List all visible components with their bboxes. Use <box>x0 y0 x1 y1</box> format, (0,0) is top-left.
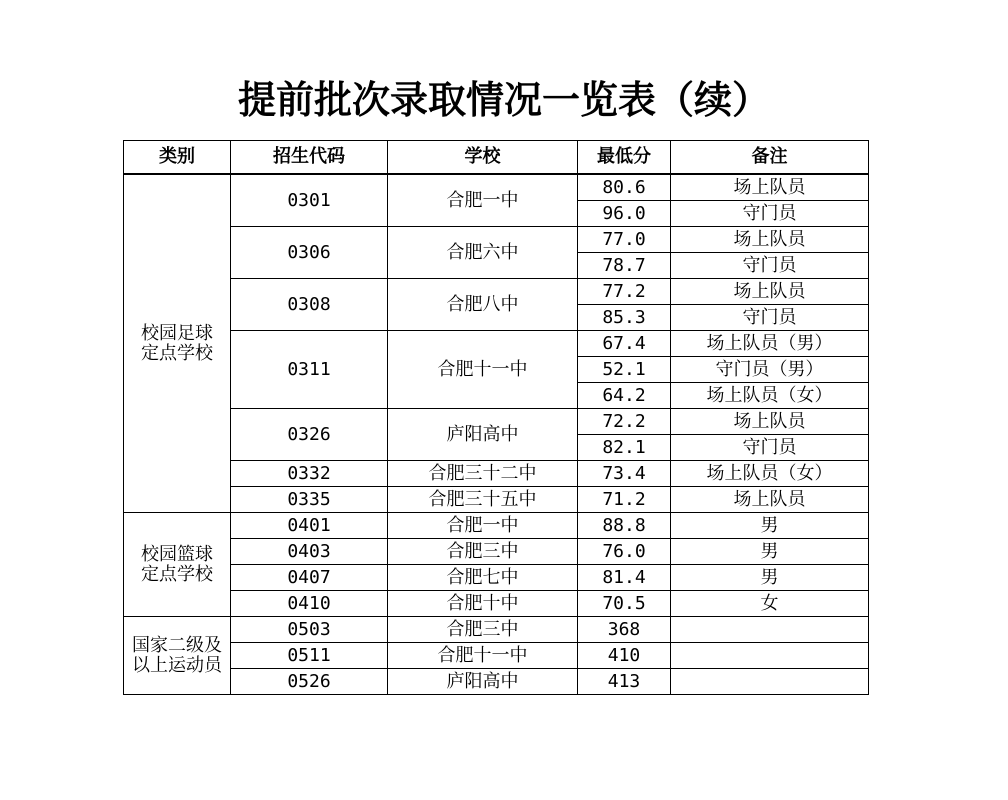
remark-cell: 守门员 <box>671 435 869 461</box>
min-score-cell: 72.2 <box>578 409 671 435</box>
table-row <box>124 487 869 513</box>
enrollment-code-cell: 0403 <box>231 539 388 565</box>
category-cell <box>124 513 231 617</box>
min-score-cell: 85.3 <box>578 305 671 331</box>
category-label-line1: 校园篮球 <box>141 543 213 565</box>
table-row <box>124 565 869 591</box>
category-label-line2: 定点学校 <box>141 563 213 585</box>
school-cell: 合肥三中 <box>388 539 578 565</box>
category-cell <box>124 174 231 513</box>
min-score-cell: 413 <box>578 669 671 695</box>
min-score-cell: 76.0 <box>578 539 671 565</box>
enrollment-code-cell: 0306 <box>231 227 388 279</box>
enrollment-code-cell: 0526 <box>231 669 388 695</box>
min-score-cell: 78.7 <box>578 253 671 279</box>
page-title: 提前批次录取情况一览表（续） <box>237 78 770 122</box>
table-body <box>124 174 869 695</box>
min-score-cell: 73.4 <box>578 461 671 487</box>
remark-cell: 男 <box>671 513 869 539</box>
min-score-cell: 77.0 <box>578 227 671 253</box>
header-school: 学校 <box>388 141 578 175</box>
remark-cell: 女 <box>671 591 869 617</box>
enrollment-code-cell: 0410 <box>231 591 388 617</box>
table-row <box>124 279 869 305</box>
min-score-cell: 67.4 <box>578 331 671 357</box>
school-cell: 合肥十中 <box>388 591 578 617</box>
school-cell: 合肥七中 <box>388 565 578 591</box>
remark-cell: 守门员（男） <box>671 357 869 383</box>
enrollment-code-cell: 0311 <box>231 331 388 409</box>
remark-cell: 场上队员（女） <box>671 461 869 487</box>
category-label-line1: 校园足球 <box>141 322 213 344</box>
enrollment-code-cell: 0301 <box>231 174 388 227</box>
school-cell: 合肥一中 <box>388 513 578 539</box>
min-score-cell: 82.1 <box>578 435 671 461</box>
table-row <box>124 461 869 487</box>
remark-cell: 男 <box>671 565 869 591</box>
table-row <box>124 227 869 253</box>
table-row <box>124 643 869 669</box>
min-score-cell: 71.2 <box>578 487 671 513</box>
admission-table <box>123 140 869 695</box>
min-score-cell: 368 <box>578 617 671 643</box>
enrollment-code-cell: 0407 <box>231 565 388 591</box>
header-category: 类别 <box>124 141 231 175</box>
table-row <box>124 617 869 643</box>
remark-cell: 场上队员 <box>671 227 869 253</box>
school-cell: 庐阳高中 <box>388 409 578 461</box>
remark-cell: 男 <box>671 539 869 565</box>
min-score-cell: 64.2 <box>578 383 671 409</box>
enrollment-code-cell: 0503 <box>231 617 388 643</box>
school-cell: 合肥六中 <box>388 227 578 279</box>
category-label-line2: 定点学校 <box>141 342 213 364</box>
table-row <box>124 591 869 617</box>
remark-cell: 场上队员 <box>671 487 869 513</box>
remark-cell <box>671 617 869 643</box>
category-cell <box>124 617 231 695</box>
min-score-cell: 410 <box>578 643 671 669</box>
min-score-cell: 80.6 <box>578 174 671 201</box>
min-score-cell: 81.4 <box>578 565 671 591</box>
category-label-line1: 国家二级及 <box>132 634 222 656</box>
enrollment-code-cell: 0511 <box>231 643 388 669</box>
remark-cell <box>671 669 869 695</box>
enrollment-code-cell: 0335 <box>231 487 388 513</box>
school-cell: 合肥三中 <box>388 617 578 643</box>
remark-cell: 场上队员 <box>671 279 869 305</box>
school-cell: 合肥十一中 <box>388 331 578 409</box>
remark-cell <box>671 643 869 669</box>
remark-cell: 场上队员 <box>671 409 869 435</box>
enrollment-code-cell: 0332 <box>231 461 388 487</box>
remark-cell: 场上队员（女） <box>671 383 869 409</box>
table-row <box>124 409 869 435</box>
remark-cell: 场上队员（男） <box>671 331 869 357</box>
remark-cell: 守门员 <box>671 201 869 227</box>
school-cell: 合肥三十二中 <box>388 461 578 487</box>
school-cell: 庐阳高中 <box>388 669 578 695</box>
school-cell: 合肥一中 <box>388 174 578 227</box>
table-row <box>124 513 869 539</box>
remark-cell: 守门员 <box>671 305 869 331</box>
table-row <box>124 539 869 565</box>
enrollment-code-cell: 0326 <box>231 409 388 461</box>
table-header-row <box>124 141 869 175</box>
header-code: 招生代码 <box>231 141 388 175</box>
school-cell: 合肥十一中 <box>388 643 578 669</box>
min-score-cell: 88.8 <box>578 513 671 539</box>
min-score-cell: 52.1 <box>578 357 671 383</box>
school-cell: 合肥三十五中 <box>388 487 578 513</box>
min-score-cell: 77.2 <box>578 279 671 305</box>
table-row <box>124 331 869 357</box>
enrollment-code-cell: 0308 <box>231 279 388 331</box>
enrollment-code-cell: 0401 <box>231 513 388 539</box>
school-cell: 合肥八中 <box>388 279 578 331</box>
table-row <box>124 669 869 695</box>
min-score-cell: 70.5 <box>578 591 671 617</box>
min-score-cell: 96.0 <box>578 201 671 227</box>
header-remark: 备注 <box>671 141 869 175</box>
remark-cell: 守门员 <box>671 253 869 279</box>
category-label-line2: 以上运动员 <box>132 654 222 676</box>
remark-cell: 场上队员 <box>671 174 869 201</box>
table-row <box>124 174 869 201</box>
header-min-score: 最低分 <box>578 141 671 175</box>
